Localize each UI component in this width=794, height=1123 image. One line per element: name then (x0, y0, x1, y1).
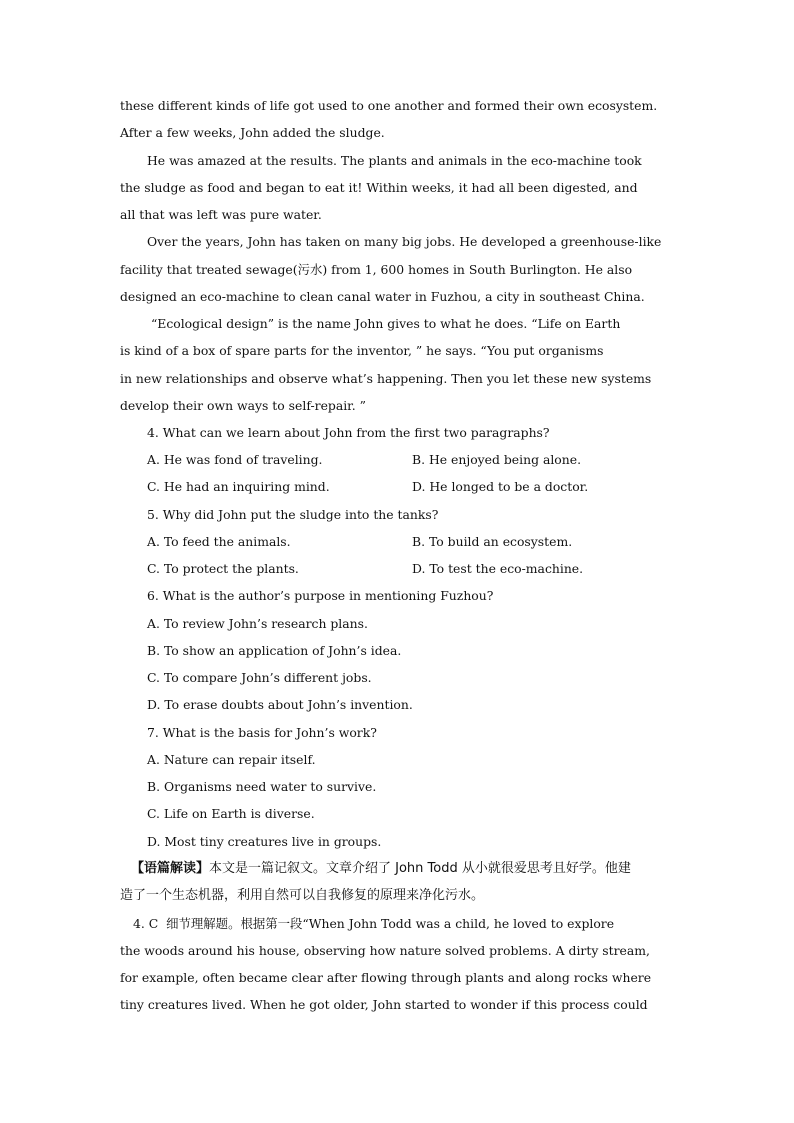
passage-line: Over the years, John has taken on many big jobs. He developed a greenhouse-like (147, 234, 662, 249)
option-d: D. To erase doubts about John’s invention. (147, 697, 413, 712)
question-stem: 7. What is the basis for John’s work? (147, 725, 377, 740)
option-c: C. He had an inquiring mind. (147, 479, 330, 494)
passage-line: facility that treated sewage(污水) from 1, 600 homes in South Burlington. He also (120, 262, 633, 277)
answer-line: tiny creatures lived. When he got older, John started to wonder if this process could (120, 997, 648, 1012)
option-c: C. Life on Earth is diverse. (147, 806, 315, 821)
option-d: D. He longed to be a doctor. (412, 479, 589, 494)
question-stem: 5. Why did John put the sludge into the tanks? (147, 507, 439, 522)
option-b: B. He enjoyed being alone. (412, 452, 582, 467)
option-b: B. Organisms need water to survive. (147, 779, 377, 794)
answer-line: for example, often became clear after flowing through plants and along rocks where (120, 970, 652, 985)
question-stem: 6. What is the author’s purpose in mentioning Fuzhou? (147, 588, 494, 603)
option-b: B. To build an ecosystem. (412, 534, 573, 549)
option-a: A. To review John’s research plans. (147, 616, 368, 631)
passage-line: After a few weeks, John added the sludge. (120, 125, 385, 140)
passage-line: is kind of a box of spare parts for the inventor, ” he says. “You put organisms (120, 343, 604, 358)
passage-line: develop their own ways to self-repair. ” (120, 398, 366, 413)
passage-line: designed an eco-machine to clean canal water in Fuzhou, a city in southeast China. (120, 289, 645, 304)
passage-line: He was amazed at the results. The plants and animals in the eco-machine took (147, 153, 642, 168)
option-a: A. Nature can repair itself. (147, 752, 316, 767)
option-c: C. To protect the plants. (147, 561, 299, 576)
passage-line: in new relationships and observe what’s happening. Then you let these new systems (120, 371, 652, 386)
answer-line: the woods around his house, observing how nature solved problems. A dirty stream, (120, 943, 650, 958)
analysis-line (131, 861, 631, 877)
analysis-tag: 【语篇解读】 (131, 861, 210, 876)
option-d: D. To test the eco-machine. (412, 561, 584, 576)
passage-line: the sludge as food and began to eat it! Within weeks, it had all been digested, and (120, 180, 638, 195)
option-c: C. To compare John’s different jobs. (147, 670, 372, 685)
option-d: D. Most tiny creatures live in groups. (147, 834, 382, 849)
question-stem: 4. What can we learn about John from the first two paragraphs? (147, 425, 550, 440)
option-a: A. He was fond of traveling. (147, 452, 323, 467)
option-a: A. To feed the animals. (147, 534, 291, 549)
passage-line: these different kinds of life got used to one another and formed their own ecosystem. (120, 98, 658, 113)
passage-line: all that was left was pure water. (120, 207, 322, 222)
answer-line: 4. C 细节理解题。根据第一段“When John Todd was a child, he loved to explore (133, 916, 615, 931)
analysis-line: 造了一个生态机器，利用自然可以自我修复的原理来净化污水。 (120, 888, 485, 903)
option-b: B. To show an application of John’s idea. (147, 643, 402, 658)
passage-line: “Ecological design” is the name John gives to what he does. “Life on Earth (147, 316, 621, 331)
analysis-intro: 本文是一篇记叙文。文章介绍了 John Todd 从小就很爱思考且好学。他建 (209, 861, 631, 876)
